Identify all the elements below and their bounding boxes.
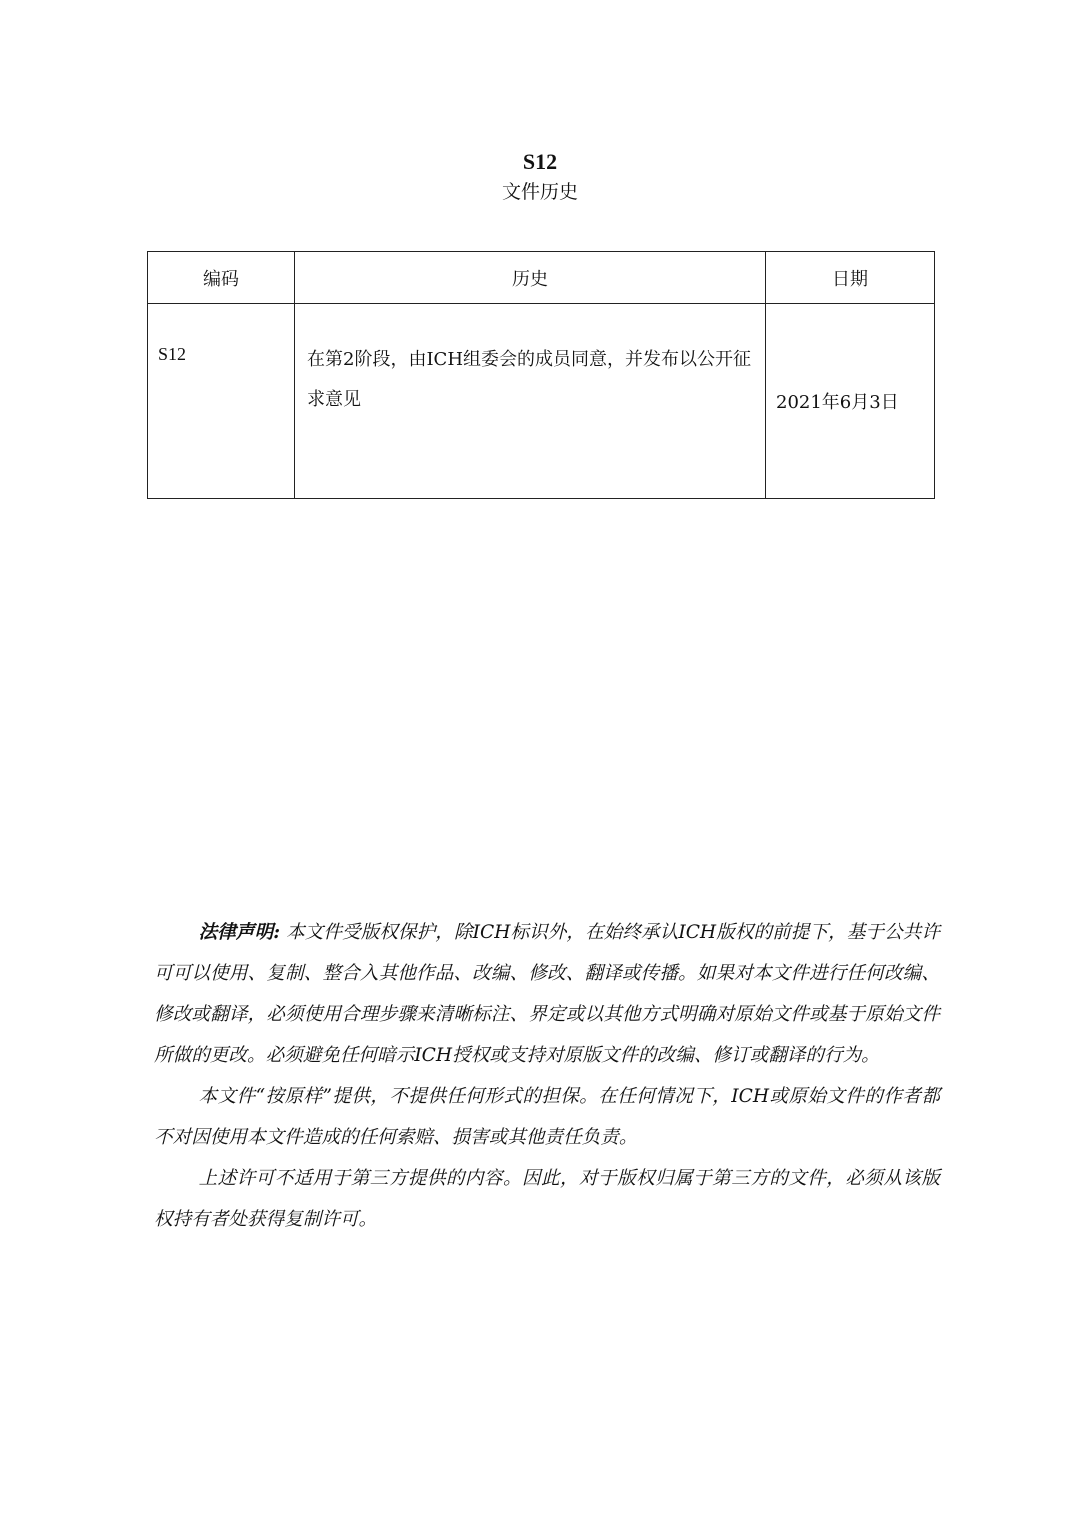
document-code-title: S12 (522, 149, 558, 174)
legal-paragraph-2: 本文件“按原样”提供，不提供任何形式的担保。在任何情况下，ICH或原始文件的作者都不对因使用本文件造成的任何索赔、损害或其他责任负责。 (154, 1086, 940, 1148)
row-code: S12 (148, 304, 295, 499)
legal-paragraph-3: 上述许可不适用于第三方提供的内容。因此，对于版权归属于第三方的文件，必须从该版权持有者处获得复制许可。 (154, 1168, 940, 1230)
table-header-row (148, 252, 935, 304)
header-date: 日期 (766, 252, 935, 304)
legal-paragraph-1 (154, 912, 940, 1076)
legal-notice-label: 法律声明: (198, 922, 281, 943)
row-date: 2021年6月3日 (766, 304, 935, 499)
document-history-table (147, 251, 935, 499)
legal-paragraph-1-text: 本文件受版权保护，除ICH标识外，在始终承认ICH版权的前提下，基于公共许可可以使用、复制、整合入其他作品、改编、修改、翻译或传播。如果对本文件进行任何改编、修改或翻译，必须使用合理步骤来清晰标注、界定或以其他方式明确对原始文件或基于原始文件所做的更改。必须避免任何暗示ICH授权或支持对原版文件的改编、修订或翻译的行为。 (154, 922, 940, 1066)
header-code: 编码 (148, 252, 295, 304)
header-history: 历史 (295, 252, 766, 304)
row-history: 在第2阶段，由ICH组委会的成员同意，并发布以公开征求意见 (295, 304, 766, 499)
table-row (148, 304, 935, 499)
legal-notice (154, 912, 940, 1240)
section-title: 文件历史 (501, 181, 578, 203)
